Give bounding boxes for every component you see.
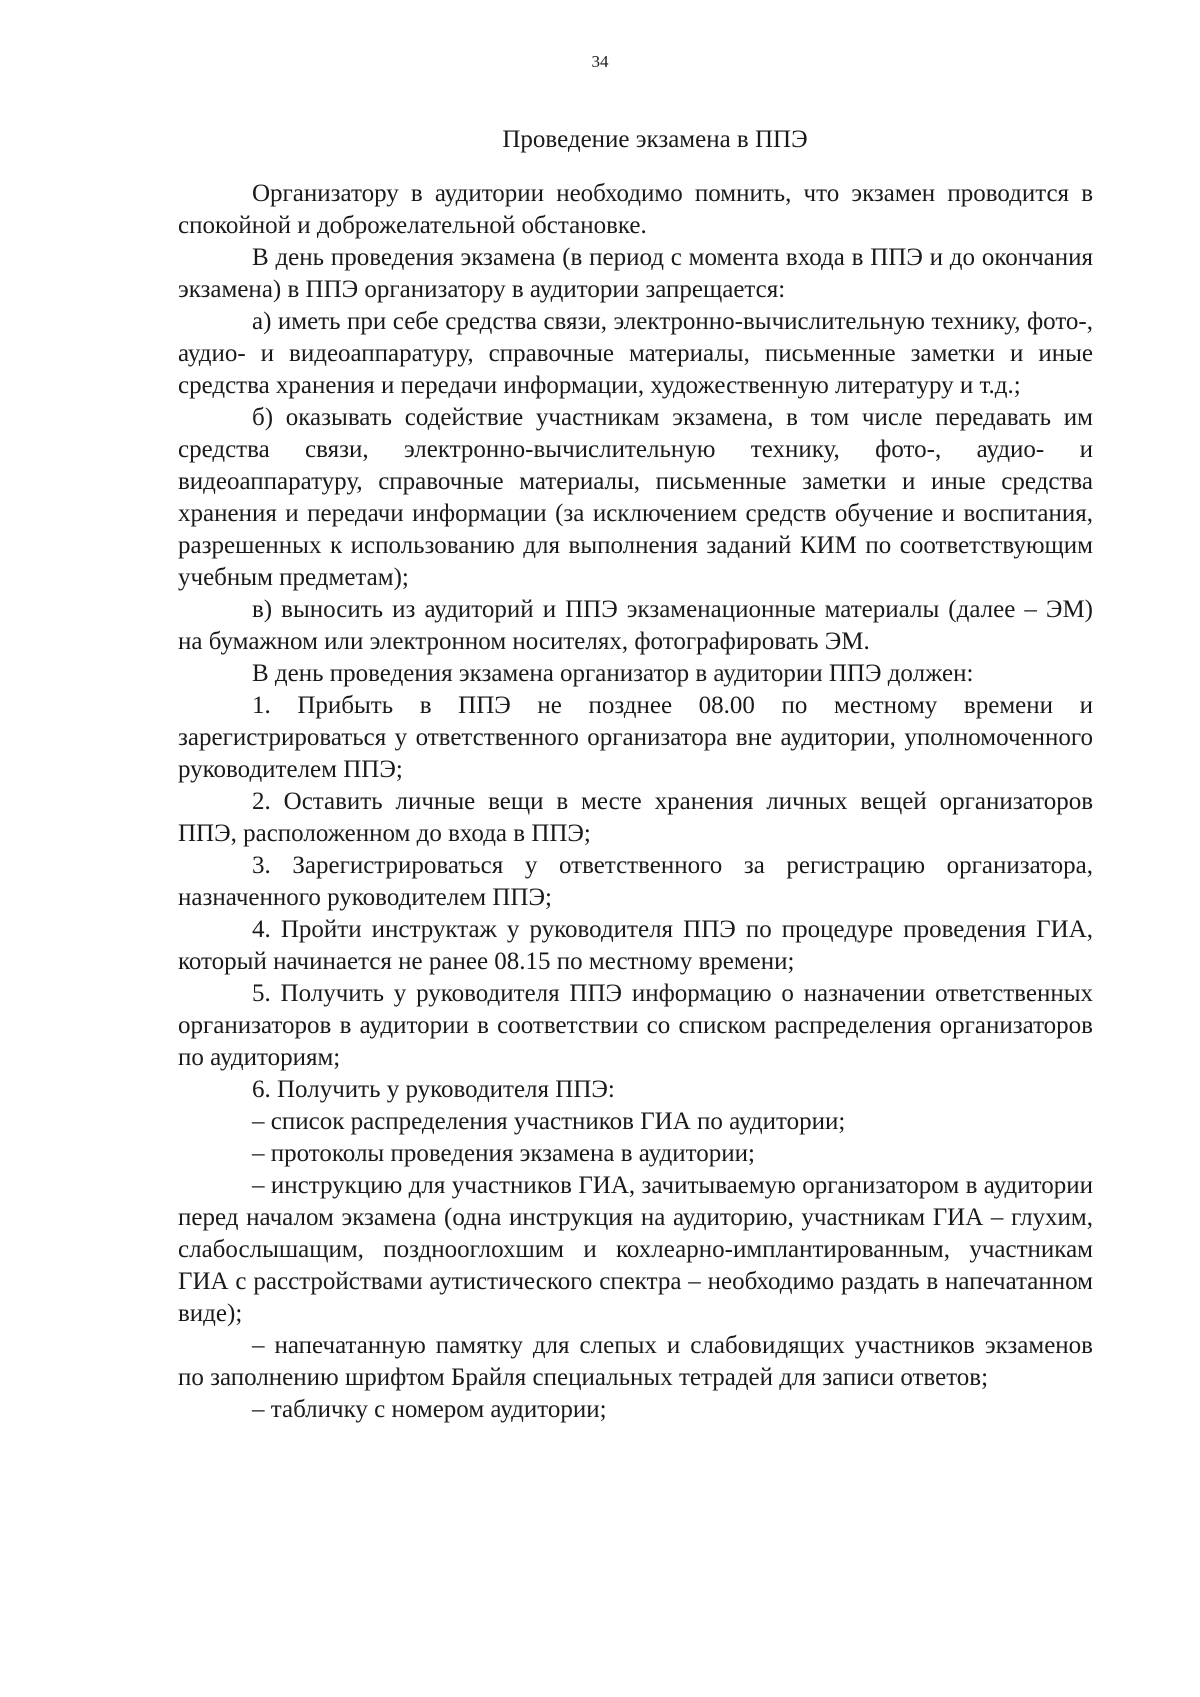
- paragraph: В день проведения экзамена организатор в аудитории ППЭ должен:: [252, 660, 974, 687]
- list-item: 1. Прибыть в ППЭ не позднее 08.00 по местному времени и зарегистрироваться у ответственного организатора вне аудитории, уполномоченного руководителем ППЭ;: [178, 692, 1093, 783]
- sub-list-item: – напечатанную памятку для слепых и слабовидящих участников экзаменов по заполнению шрифтом Брайля специальных тетрадей для записи ответов;: [178, 1332, 1093, 1391]
- paragraph: В день проведения экзамена (в период с момента входа в ППЭ и до окончания экзамена) в ППЭ организатору в аудитории запрещается:: [178, 244, 1093, 303]
- sub-list-item: – список распределения участников ГИА по аудитории;: [252, 1108, 846, 1135]
- section-title: Проведение экзамена в ППЭ: [502, 126, 808, 153]
- list-item: 2. Оставить личные вещи в месте хранения личных вещей организаторов ППЭ, расположенном до входа в ППЭ;: [178, 788, 1093, 847]
- paragraph: Организатору в аудитории необходимо помнить, что экзамен проводится в спокойной и доброжелательной обстановке.: [178, 180, 1093, 239]
- list-item: 5. Получить у руководителя ППЭ информацию о назначении ответственных организаторов в аудитории в соответствии со списком распределения организаторов по аудиториям;: [178, 980, 1093, 1071]
- sub-list-item: – протоколы проведения экзамена в аудитории;: [252, 1140, 755, 1167]
- document-body: [178, 178, 1093, 1426]
- list-item: 6. Получить у руководителя ППЭ:: [252, 1076, 615, 1103]
- list-item: 3. Зарегистрироваться у ответственного за регистрацию организатора, назначенного руководителем ППЭ;: [178, 852, 1093, 911]
- list-item: 4. Пройти инструктаж у руководителя ППЭ по процедуре проведения ГИА, который начинается не ранее 08.15 по местному времени;: [178, 916, 1093, 975]
- page-number: 34: [591, 52, 609, 71]
- sub-list-item: – табличку с номером аудитории;: [252, 1396, 607, 1423]
- sub-list-item: – инструкцию для участников ГИА, зачитываемую организатором в аудитории перед началом экзамена (одна инструкция на аудиторию, участникам ГИА – глухим, слабослышащим, позднооглохшим и кохлеарно-имплантированным, участникам ГИА с расстройствами аутистического спектра – необходимо раздать в напечатанном виде);: [178, 1172, 1093, 1327]
- list-item: а) иметь при себе средства связи, электронно-вычислительную технику, фото-, аудио- и видеоаппаратуру, справочные материалы, письменные заметки и иные средства хранения и передачи информации, художественную литературу и т.д.;: [178, 308, 1093, 399]
- list-item: б) оказывать содействие участникам экзамена, в том числе передавать им средства связи, электронно-вычислительную технику, фото-, аудио- и видеоаппаратуру, справочные материалы, письменные заметки и иные средства хранения и передачи информации (за исключением средств обучение и воспитания, разрешенных к использованию для выполнения заданий КИМ по соответствующим учебным предметам);: [178, 404, 1093, 591]
- list-item: в) выносить из аудиторий и ППЭ экзаменационные материалы (далее – ЭМ) на бумажном или электронном носителях, фотографировать ЭМ.: [178, 596, 1093, 655]
